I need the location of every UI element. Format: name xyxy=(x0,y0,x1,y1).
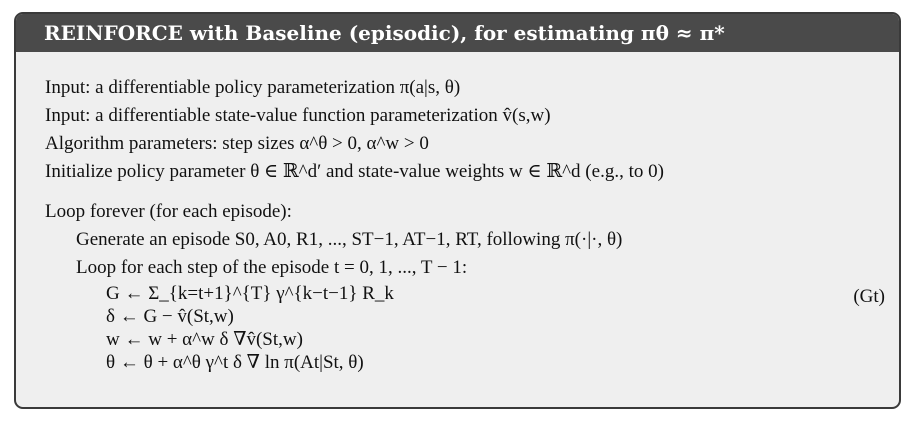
weight-update-line: w ← w + α^w δ ∇v̂(St,w) xyxy=(106,329,303,350)
input-value-line: Input: a differentiable state-value function parameterization v̂(s,w) xyxy=(45,105,551,126)
theta-update-line: θ ← θ + α^θ γ^t δ ∇ ln π(At|St, θ) xyxy=(106,352,364,373)
return-update-line: G ← Σ_{k=t+1}^{T} γ^{k−t−1} R_k xyxy=(106,283,394,304)
delta-update-line: δ ← G − v̂(St,w) xyxy=(106,306,234,327)
algorithm-body xyxy=(16,52,899,374)
algorithm-title: REINFORCE with Baseline (episodic), for estimating πθ ≈ π* xyxy=(16,14,899,52)
algorithm-box xyxy=(14,12,901,409)
initialize-line: Initialize policy parameter θ ∈ ℝ^d′ and state-value weights w ∈ ℝ^d (e.g., to 0) xyxy=(45,161,664,182)
input-policy-line: Input: a differentiable policy parameterization π(a|s, θ) xyxy=(45,77,461,98)
equation-tag: (Gt) xyxy=(853,286,885,307)
loop-forever-line: Loop forever (for each episode): xyxy=(45,201,292,222)
algorithm-parameters-line: Algorithm parameters: step sizes α^θ > 0, α^w > 0 xyxy=(45,133,429,154)
generate-episode-line: Generate an episode S0, A0, R1, ..., ST−1, AT−1, RT, following π(·|·, θ) xyxy=(76,229,623,250)
inner-loop-line: Loop for each step of the episode t = 0, 1, ..., T − 1: xyxy=(76,257,468,278)
